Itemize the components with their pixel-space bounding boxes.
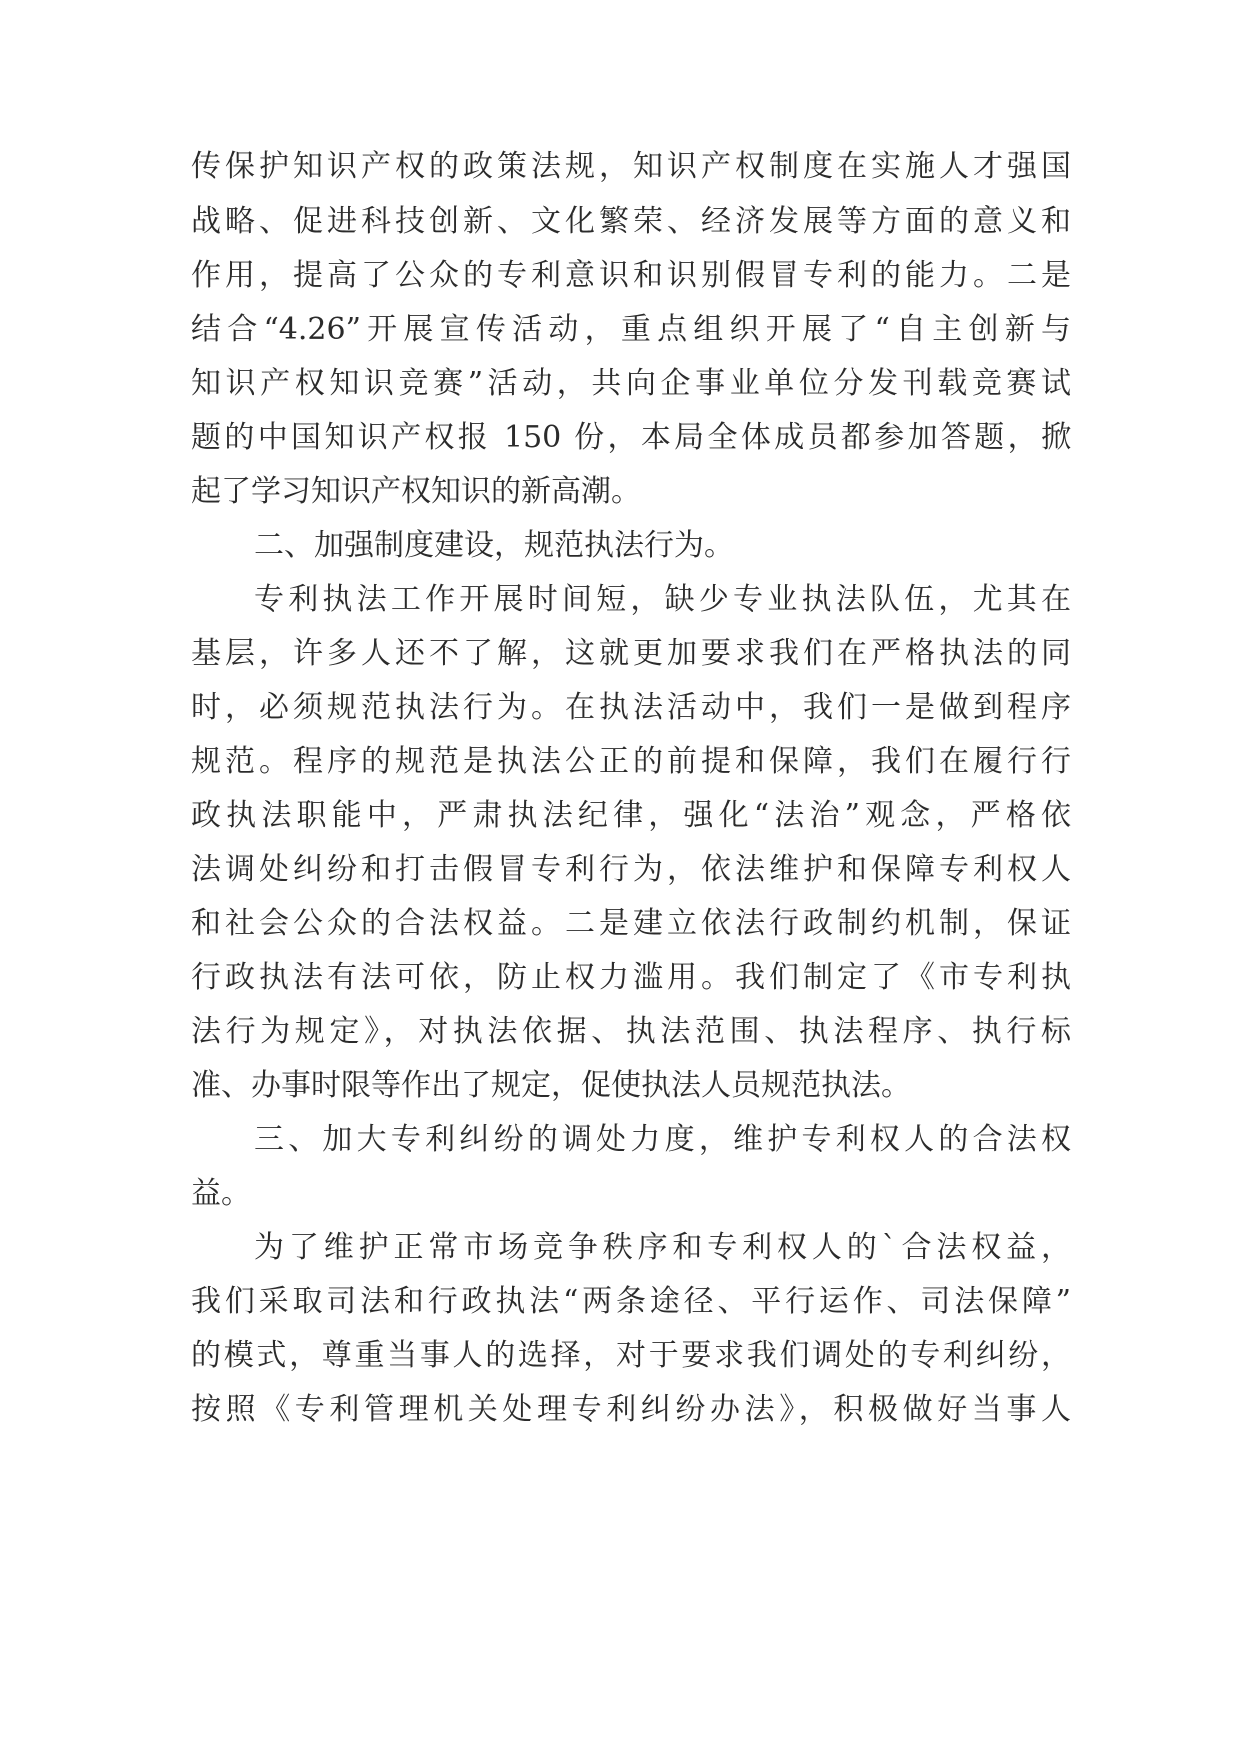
body-line-16: 行政执法有法可依，防止权力滥用。我们制定了《市专利执 <box>191 960 1071 995</box>
body-line-6: 题的中国知识产权报 150 份，本局全体成员都参加答题，掀 <box>191 420 1071 455</box>
body-line-13: 政执法职能中，严肃执法纪律，强化“法治”观念，严格依 <box>191 798 1071 833</box>
body-line-21: 为了维护正常市场竞争秩序和专利权人的`合法权益， <box>254 1230 1071 1265</box>
body-line-3: 作用，提高了公众的专利意识和识别假冒专利的能力。二是 <box>191 258 1071 293</box>
body-line-22: 我们采取司法和行政执法“两条途径、平行运作、司法保障” <box>191 1284 1071 1319</box>
body-line-14: 法调处纠纷和打击假冒专利行为，依法维护和保障专利权人 <box>191 852 1071 887</box>
body-line-9: 专利执法工作开展时间短，缺少专业执法队伍，尤其在 <box>254 582 1071 617</box>
body-line-23: 的模式，尊重当事人的选择，对于要求我们调处的专利纠纷， <box>191 1338 1071 1373</box>
section-heading-3: 三、加大专利纠纷的调处力度，维护专利权人的合法权 <box>254 1122 1071 1157</box>
body-line-5: 知识产权知识竞赛”活动，共向企事业单位分发刊载竞赛试 <box>191 366 1071 401</box>
body-line-1: 传保护知识产权的政策法规，知识产权制度在实施人才强国 <box>191 149 1071 184</box>
body-line-10: 基层，许多人还不了解，这就更加要求我们在严格执法的同 <box>191 636 1071 671</box>
body-line-2: 战略、促进科技创新、文化繁荣、经济发展等方面的意义和 <box>191 204 1071 239</box>
body-line-17: 法行为规定》，对执法依据、执法范围、执法程序、执行标 <box>191 1014 1071 1049</box>
body-line-7: 起了学习知识产权知识的新高潮。 <box>191 474 641 509</box>
body-line-18: 准、办事时限等作出了规定，促使执法人员规范执法。 <box>191 1068 911 1103</box>
body-line-11: 时，必须规范执法行为。在执法活动中，我们一是做到程序 <box>191 690 1071 725</box>
body-line-15: 和社会公众的合法权益。二是建立依法行政制约机制，保证 <box>191 906 1071 941</box>
body-line-4: 结合“4.26”开展宣传活动，重点组织开展了“自主创新与 <box>191 312 1071 347</box>
body-line-24: 按照《专利管理机关处理专利纠纷办法》，积极做好当事人 <box>191 1392 1071 1427</box>
body-line-12: 规范。程序的规范是执法公正的前提和保障，我们在履行行 <box>191 744 1071 779</box>
section-heading-3-cont: 益。 <box>191 1176 251 1211</box>
section-heading-2: 二、加强制度建设，规范执法行为。 <box>254 528 734 563</box>
